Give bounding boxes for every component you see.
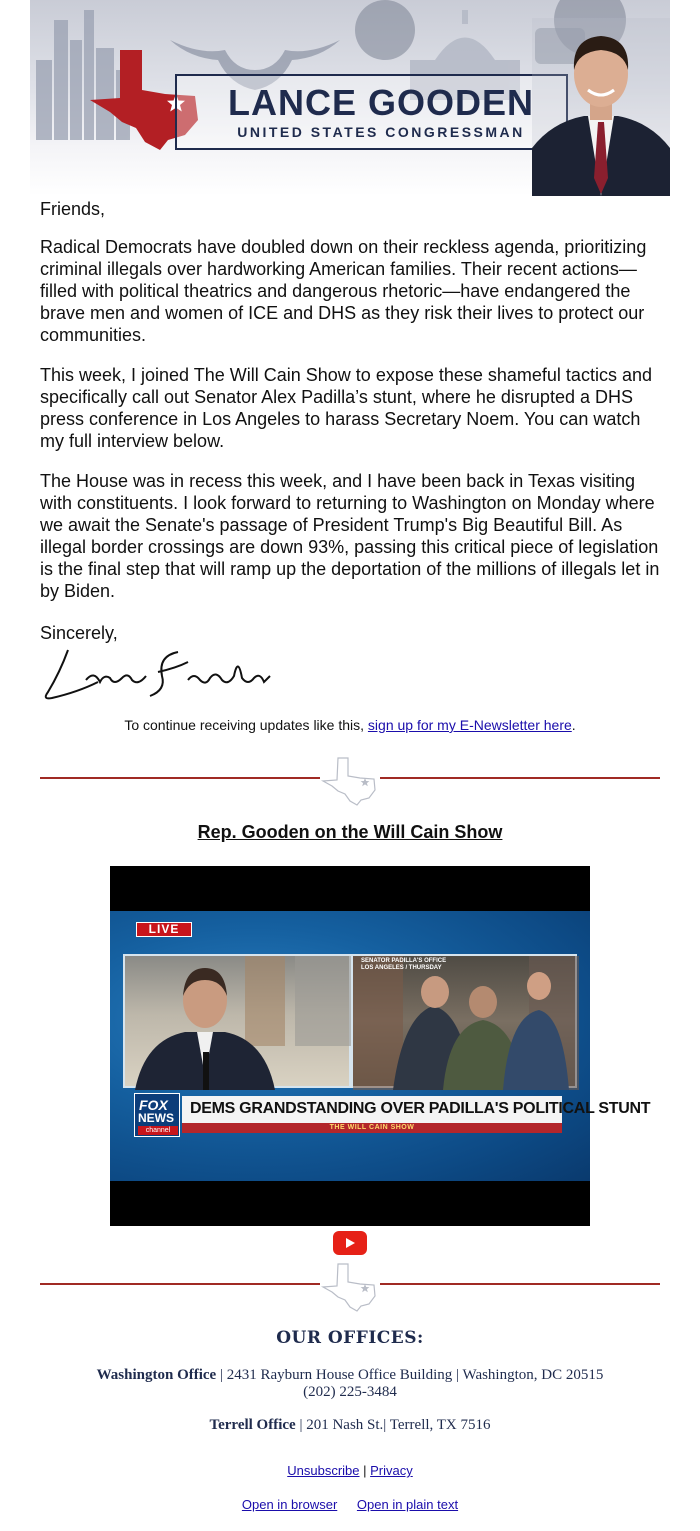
play-icon (346, 1238, 355, 1248)
texas-outline-icon (322, 1262, 378, 1312)
fox-news-logo (134, 1093, 180, 1137)
footer-open-links (0, 1497, 700, 1512)
terrell-office-address: | 201 Nash St.| Terrell, TX 7516 (295, 1417, 491, 1433)
privacy-link[interactable]: Privacy (370, 1463, 413, 1478)
congressman-name: LANCE GOODEN (227, 82, 534, 123)
open-in-plain-text-link[interactable]: Open in plain text (356, 1497, 459, 1512)
greeting: Friends, (40, 199, 106, 219)
footage-panel-right (351, 954, 577, 1088)
header-banner (30, 0, 670, 196)
washington-office-phone: (202) 225-3484 (303, 1384, 397, 1400)
live-badge: LIVE (136, 922, 192, 937)
signup-suffix: . (571, 717, 576, 733)
footer-links (0, 1463, 700, 1478)
unsubscribe-link[interactable]: Unsubscribe (287, 1463, 360, 1478)
news-chyron (134, 1093, 651, 1137)
congressman-title: UNITED STATES CONGRESSMAN (237, 124, 525, 140)
signup-prefix: To continue receiving updates like this, (124, 717, 368, 733)
letter-paragraph: The House was in recess this week, and I have been back in Texas visiting with constituents. I look forward to returning to Washington on Monday where we await the Senate's passage of President Trump's Big Beautiful Bill. As illegal border crossings are down 93%, passing this critical piece of legislation is the final step that will ramp up the deportation of the millions of illegals let in by Biden. (40, 471, 660, 601)
letter-paragraph: This week, I joined The Will Cain Show to expose these shameful tactics and specifically call out Senator Alex Padilla’s stunt, where he disrupted a DHS press conference in Los Angeles to harass Secretary Noem. You can watch my full interview below. (40, 365, 652, 451)
closing: Sincerely, (40, 623, 118, 643)
youtube-play-button[interactable] (333, 1231, 367, 1255)
washington-office-address: | 2431 Rayburn House Office Building | Washington, DC 20515 (216, 1367, 604, 1383)
open-in-browser-link[interactable]: Open in browser (241, 1497, 338, 1512)
interviewee-figure (125, 956, 353, 1090)
chyron-headline: DEMS GRANDSTANDING OVER PADILLA'S POLITICAL STUNT (190, 1100, 651, 1117)
video-title-link[interactable]: Rep. Gooden on the Will Cain Show (197, 822, 503, 842)
signup-link[interactable]: sign up for my E-Newsletter here (367, 717, 572, 733)
divider-line (40, 1283, 320, 1285)
terrell-office-label: Terrell Office (209, 1417, 296, 1433)
texas-outline-icon (322, 756, 378, 806)
divider-line (40, 777, 320, 779)
footage-caption: SENATOR PADILLA'S OFFICE LOS ANGELES / THURSDAY (361, 958, 447, 971)
letter-paragraph: Radical Democrats have doubled down on their reckless agenda, prioritizing criminal illegals over hardworking American families. Their recent actions—filled with political theatrics and dangerous rhetoric—have endangered the brave men and women of ICE and DHS as they risk their lives to protect our communities. (40, 237, 647, 345)
logo-channel: channel (138, 1126, 178, 1135)
section-divider (40, 1262, 660, 1312)
divider-line (380, 777, 660, 779)
washington-office (0, 1367, 700, 1383)
newsletter-signup-line (0, 717, 700, 733)
footage-scene (353, 956, 579, 1090)
logo-fox: FOX (139, 1097, 168, 1113)
section-divider (40, 756, 660, 806)
terrell-office (0, 1417, 700, 1433)
video-thumbnail[interactable] (110, 866, 651, 1226)
divider-line (380, 1283, 660, 1285)
footer-separator: | (359, 1463, 371, 1478)
offices-heading: OUR OFFICES: (276, 1328, 424, 1348)
washington-office-label: Washington Office (96, 1367, 217, 1383)
logo-news: NEWS (138, 1111, 174, 1125)
signature-image (38, 642, 278, 704)
show-name: THE WILL CAIN SHOW (329, 1124, 415, 1131)
interview-panel-left (123, 954, 351, 1088)
